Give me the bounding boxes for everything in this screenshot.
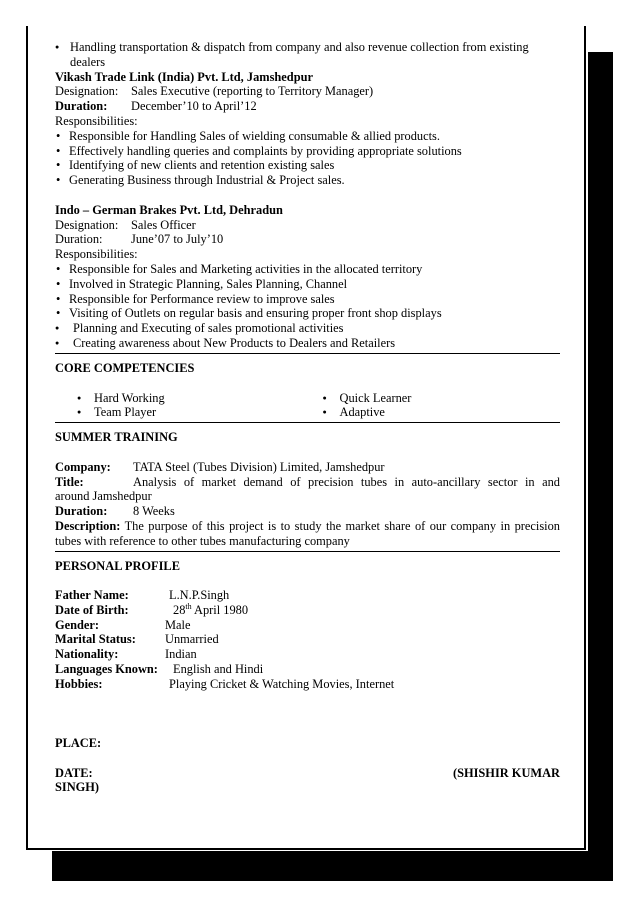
training-title: Title: Analysis of market demand of precision tubes in auto-ancillary sector in and around Jamshedpur <box>55 474 560 504</box>
resume-content <box>55 40 560 795</box>
training-company-row: Company: TATA Steel (Tubes Division) Limited, Jamshedpur <box>55 459 385 474</box>
company-name: Indo – German Brakes Pvt. Ltd, Dehradun <box>55 202 283 217</box>
list-item: • Visiting of Outlets on regular basis and ensuring proper front shop displays <box>55 306 560 321</box>
duration-row: Duration: June’07 to July’10 <box>55 232 224 247</box>
date-label: DATE: <box>55 765 93 780</box>
list-item: • Generating Business through Industrial & Project sales. <box>55 173 560 188</box>
duration-row: Duration: December’10 to April’12 <box>55 99 257 114</box>
list-item: • Effectively handling queries and complaints by providing appropriate solutions <box>55 144 560 159</box>
signature-continuation: SINGH) <box>55 780 100 795</box>
list-item: • Responsible for Handling Sales of wielding consumable & allied products. <box>55 129 560 144</box>
place-label: PLACE: <box>55 736 102 751</box>
section-heading: PERSONAL PROFILE <box>55 558 180 573</box>
date-signature-row <box>55 766 560 781</box>
list-item: ● Planning and Executing of sales promotional activities <box>55 321 560 336</box>
section-divider <box>55 422 560 423</box>
training-duration-row: Duration: 8 Weeks <box>55 504 175 519</box>
list-item: ● Team Player <box>69 405 315 420</box>
list-item: ● Adaptive <box>315 405 561 420</box>
list-item: ● Hard Working <box>69 391 315 406</box>
page-shadow-right <box>588 52 613 881</box>
profile-row: Languages Known: English and Hindi <box>55 662 264 677</box>
list-item: ● Handling transportation & dispatch from company and also revenue collection from existing dealers <box>55 40 560 70</box>
competencies-list <box>55 391 560 421</box>
list-item: ● Quick Learner <box>315 391 561 406</box>
page-shadow-bottom <box>52 851 613 881</box>
resume-page <box>26 26 586 850</box>
designation-row: Designation: Sales Executive (reporting to Territory Manager) <box>55 84 374 99</box>
signature: (SHISHIR KUMAR <box>452 765 560 780</box>
profile-row: Father Name: L.N.P.Singh <box>55 588 230 603</box>
list-item: • Identifying of new clients and retention existing sales <box>55 158 560 173</box>
training-description: Description: The purpose of this project is to study the market share of our company in precision tubes with reference to other tubes manufacturing company <box>55 518 560 548</box>
section-heading: SUMMER TRAINING <box>55 430 178 445</box>
profile-row: Nationality: Indian <box>55 647 197 662</box>
company-name: Vikash Trade Link (India) Pvt. Ltd, Jamshedpur <box>55 69 313 84</box>
section-divider <box>55 353 560 354</box>
profile-row: Gender: Male <box>55 617 191 632</box>
designation-row: Designation: Sales Officer <box>55 217 196 232</box>
section-heading: CORE COMPETENCIES <box>55 360 195 375</box>
list-item: • Responsible for Sales and Marketing activities in the allocated territory <box>55 262 560 277</box>
responsibilities-label: Responsibilities: <box>55 247 138 262</box>
section-divider <box>55 551 560 552</box>
profile-row: Date of Birth: 28th April 1980 <box>55 601 249 617</box>
list-item: ● Creating awareness about New Products to Dealers and Retailers <box>55 336 560 351</box>
profile-row: Marital Status: Unmarried <box>55 632 219 647</box>
list-item: • Involved in Strategic Planning, Sales Planning, Channel <box>55 277 560 292</box>
responsibilities-label: Responsibilities: <box>55 113 138 128</box>
list-item: • Responsible for Performance review to improve sales <box>55 292 560 307</box>
profile-row: Hobbies: Playing Cricket & Watching Movies, Internet <box>55 676 395 691</box>
